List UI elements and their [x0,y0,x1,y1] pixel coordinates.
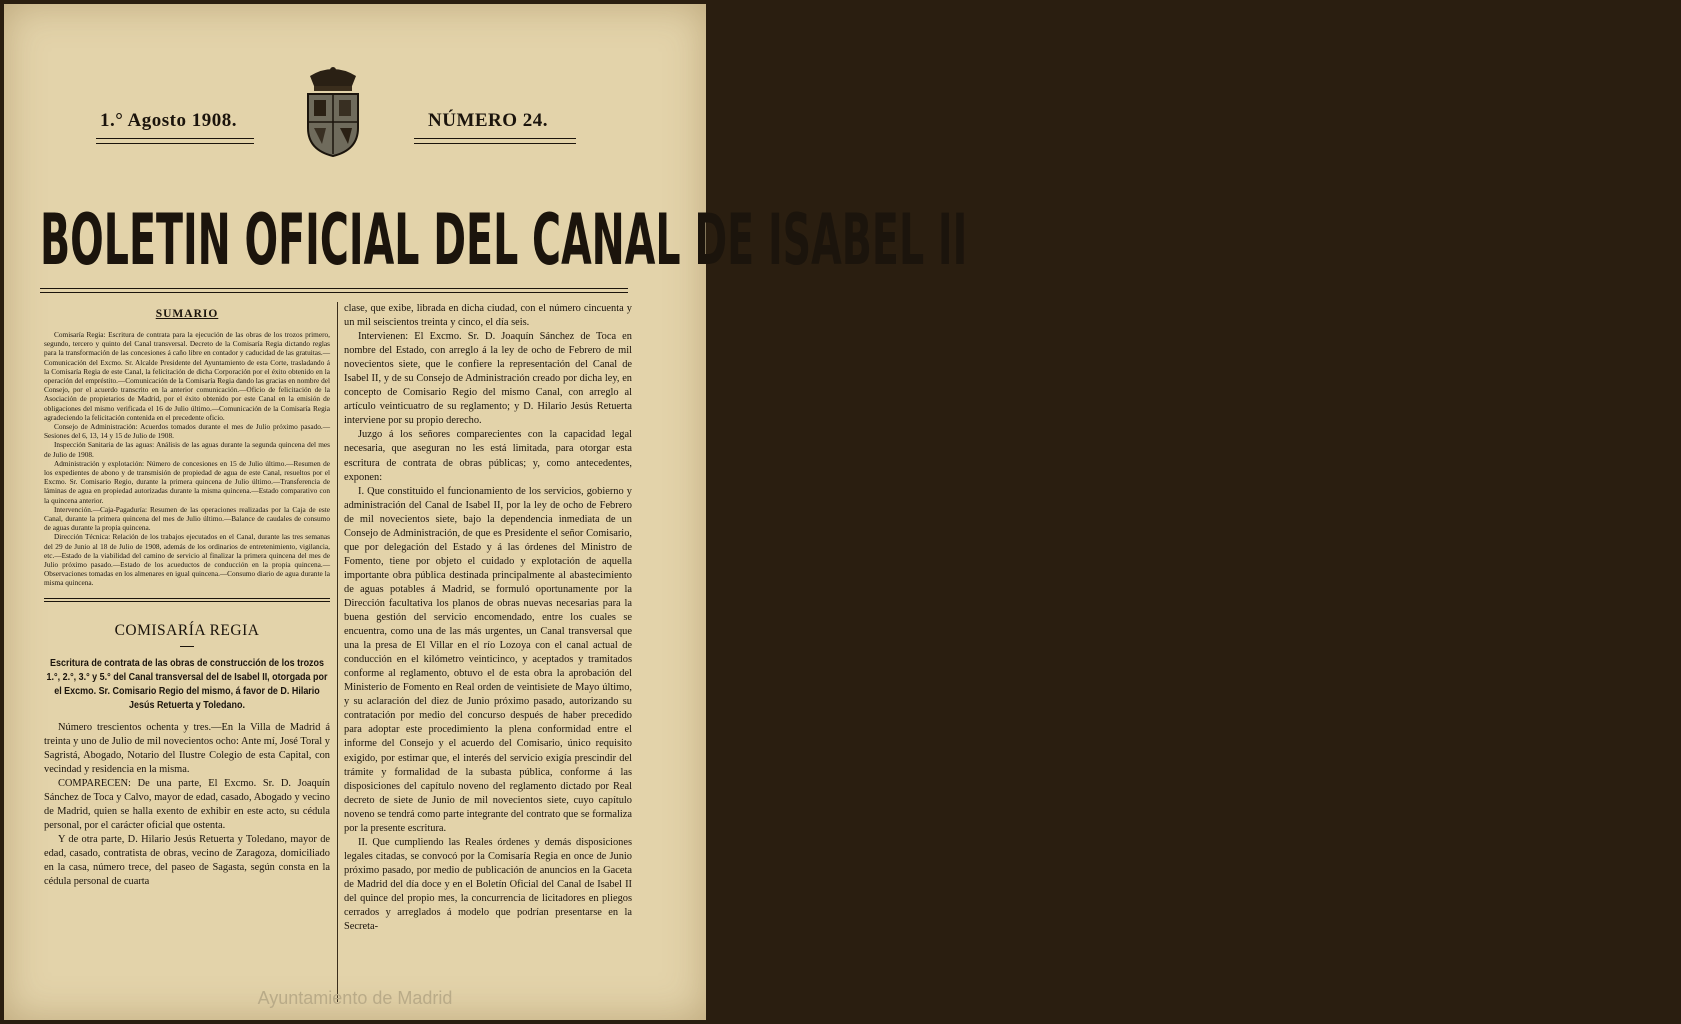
watermark: Ayuntamiento de Madrid [257,988,453,1008]
body-paragraph: I. Que constituido el funcionamiento de los servicios, gobierno y administración del Canal de Isabel II, por la ley de ocho de Febrero de mil novecientos siete, bajo la dependencia inmediata de un Consejo de Administración, de que es Presidente el señor Comisario, que por delegación del Estado y á las órdenes del Ministro de Fomento, tiene por objeto el cuidado y explotación de aquella importante obra pública destinada principalmente al abastecimiento de aguas potables á Madrid, se formuló oportunamente por la Dirección facultativa los planos de obras nuevas necesarias para la buena gestión del servicio encomendado, entre los cuales se encuentra, como una de las más urgentes, un Canal transversal que una la presa de El Villar en el río Lozoya con el canal actual de conducción en el kilómetro veinticinco, y aceptados y tramitados conforme al reglamento, obtuvo el de esta obra la aprobación del Ministerio de Fomento en Real orden de veintisiete de Mayo último, y su aclaración del diez de Junio próximo pasado, autorizando su contratación por medio del concurso después de haber precedido para adoptar este procedimiento la plena conformidad entre el informe del Consejo y el acuerdo del Comisario, único requisito exigido, por estimar que, el interés del servicio exigía prescindir del trámite y formalidad de la subasta pública, conforme á las disposiciones del capítulo noveno del reglamento dictado por Real decreto de siete de Junio de mil novecientos siete, cuyo capítulo noveno se tendrá como parte integrante del contrato que se formaliza por la presente escritura. [344,485,632,834]
issue-number: NÚMERO 24. [428,110,549,131]
coat-of-arms-icon [302,66,364,158]
body-paragraph: Y de otra parte, D. Hilario Jesús Retuerta y Toledano, mayor de edad, casado, contratista de obras, vecino de Zaragoza, domiciliado en la casa, número trece, del paseo de Sagasta, según consta en la cédula personal de cuarta [44,834,330,888]
heading-rule [180,646,194,647]
sumario-body [44,330,330,588]
date-underline [96,138,254,139]
sumario-paragraph: Consejo de Administración: Acuerdos tomados durante el mes de Julio próximo pasado.—Sesiones del 6, 13, 14 y 15 de Julio de 1908. [44,422,330,441]
sumario-heading: SUMARIO [155,308,219,320]
left-body [44,721,330,890]
masthead-title: BOLETIN OFICIAL DEL CANAL DE ISABEL II [40,199,968,281]
right-body [344,302,632,934]
date-underline-2 [96,143,254,144]
issue-date: 1.° Agosto 1908. [100,110,237,131]
section-divider [44,598,330,602]
left-column [44,302,330,889]
sumario-paragraph: Inspección Sanitaria de las aguas: Análisis de las aguas durante la segunda quincena del mes de Julio de 1908. [44,440,330,459]
body-paragraph: clase, que exibe, librada en dicha ciudad, con el número cincuenta y un mil seiscientos treinta y cinco, el día seis. [344,303,632,329]
masthead-rule-bottom [40,292,628,293]
body-paragraph: Intervienen: El Excmo. Sr. D. Joaquín Sánchez de Toca en nombre del Estado, con arreglo á la ley de ocho de Febrero de mil novecientos siete, que le confiere la representación del Canal de Isabel II, y de su Consejo de Administración creado por dicha ley, en concepto de Comisario Regio del mismo Canal, con arreglo al artículo veinticuatro de su reglamento; y D. Hilario Jesús Retuerta interviene por su propio derecho. [344,331,632,427]
sumario-paragraph: Comisaría Regia: Escritura de contrata para la ejecución de las obras de los trozos primero, segundo, tercero y quinto del Canal transversal. Decreto de la Comisaría Regia dictando reglas para la transformación de las concesiones á caño libre en contador y caducidad de las gratuitas.—Comunicación del Excmo. Sr. Alcalde Presidente del Ayuntamiento de esta Corte, trasladando á la Comisaría Regia de este Canal, la felicitación de dicha Corporación por el éxito obtenido en la operación del empréstito.—Comunicación de la Comisaría Regia dando las gracias en nombre del Consejo, por el acuerdo transcrito en la anterior comunicación.—Oficio de felicitación de la Asociación de propietarios de Madrid, por el éxito obtenido por este Canal en la emisión de obligaciones del mismo verificada el 16 de Julio último.—Comunicación de la Comisaría Regia agradeciendo la felicitación contenida en el precedente oficio. [44,330,330,422]
body-paragraph: II. Que cumpliendo las Reales órdenes y demás disposiciones legales citadas, se convocó por la Comisaría Regia en once de Junio próximo pasado, por medio de publicación de anuncios en la Gaceta de Madrid del día doce y en el Boletín Oficial del Canal de Isabel II del quince del propio mes, la concurrencia de licitadores en pliegos cerrados y arreglados á modelo que podrían presentarse en la Secreta- [344,836,632,933]
escritura-title: Escritura de contrata de las obras de construcción de los trozos 1.°, 2.°, 3.° y 5.° del Canal transversal del de Isabel II, otorgada por el Excmo. Sr. Comisario Regio del mismo, á favor de D. Hilario Jesús Retuerta y Toledano. [46,657,328,711]
number-underline [414,138,576,139]
comisaria-heading: COMISARÍA REGIA [114,621,260,639]
body-paragraph: Número trescientos ochenta y tres.—En la Villa de Madrid á treinta y uno de Julio de mil novecientos ocho: Ante mí, José Toral y Sagristá, Abogado, Notario del Ilustre Colegio de esta Capital, con vecindad y residencia en la misma. [44,721,330,775]
masthead [40,199,968,281]
number-underline-2 [414,143,576,144]
sumario-paragraph: Administración y explotación: Número de concesiones en 15 de Julio último.—Resumen de los expedientes de abono y de transmisión de propiedad de agua de este Canal, resueltos por el Excmo. Sr. Comisario Regio, durante la primera quincena de Julio último.—Transferencia de láminas de agua en propiedad autorizadas durante la misma quincena.—Estado comparativo con la quincena anterior. [44,458,330,505]
masthead-rule-top [40,288,628,289]
newspaper-page [4,4,968,1020]
right-column [344,302,632,934]
sumario-paragraph: Intervención.—Caja-Pagaduría: Resumen de las operaciones realizadas por la Caja de este Canal, durante la primera quincena del mes de Julio último.—Balance de caudales de consumo de aguas durante la propia quincena. [44,504,330,533]
body-paragraph: COMPARECEN: De una parte, El Excmo. Sr. D. Joaquín Sánchez de Toca y Calvo, mayor de edad, casado, Abogado y vecino de Madrid, quien se halla exento de exhibir en este acto, su cédula personal, por el carácter oficial que ostenta. [44,777,330,832]
column-separator [337,302,338,1002]
body-paragraph: Juzgo á los señores comparecientes con la capacidad legal necesaria, que aseguran no les está limitada, para otorgar esta escritura de contrata de obras públicas; y, como antecedentes, exponen: [344,429,632,483]
sumario-paragraph: Dirección Técnica: Relación de los trabajos ejecutados en el Canal, durante las tres semanas del 29 de Junio al 18 de Julio de 1908, además de los ordinarios de entretenimiento, vigilancia, etc.—Estado de la viabilidad del camino de servicio al finalizar la primera quincena del mes de Julio próximo pasado.—Estado de los acueductos de conducción en la propia quincena.—Observaciones tomadas en los almenares en igual quincena.—Consumo diario de agua durante la misma quincena. [44,532,330,588]
